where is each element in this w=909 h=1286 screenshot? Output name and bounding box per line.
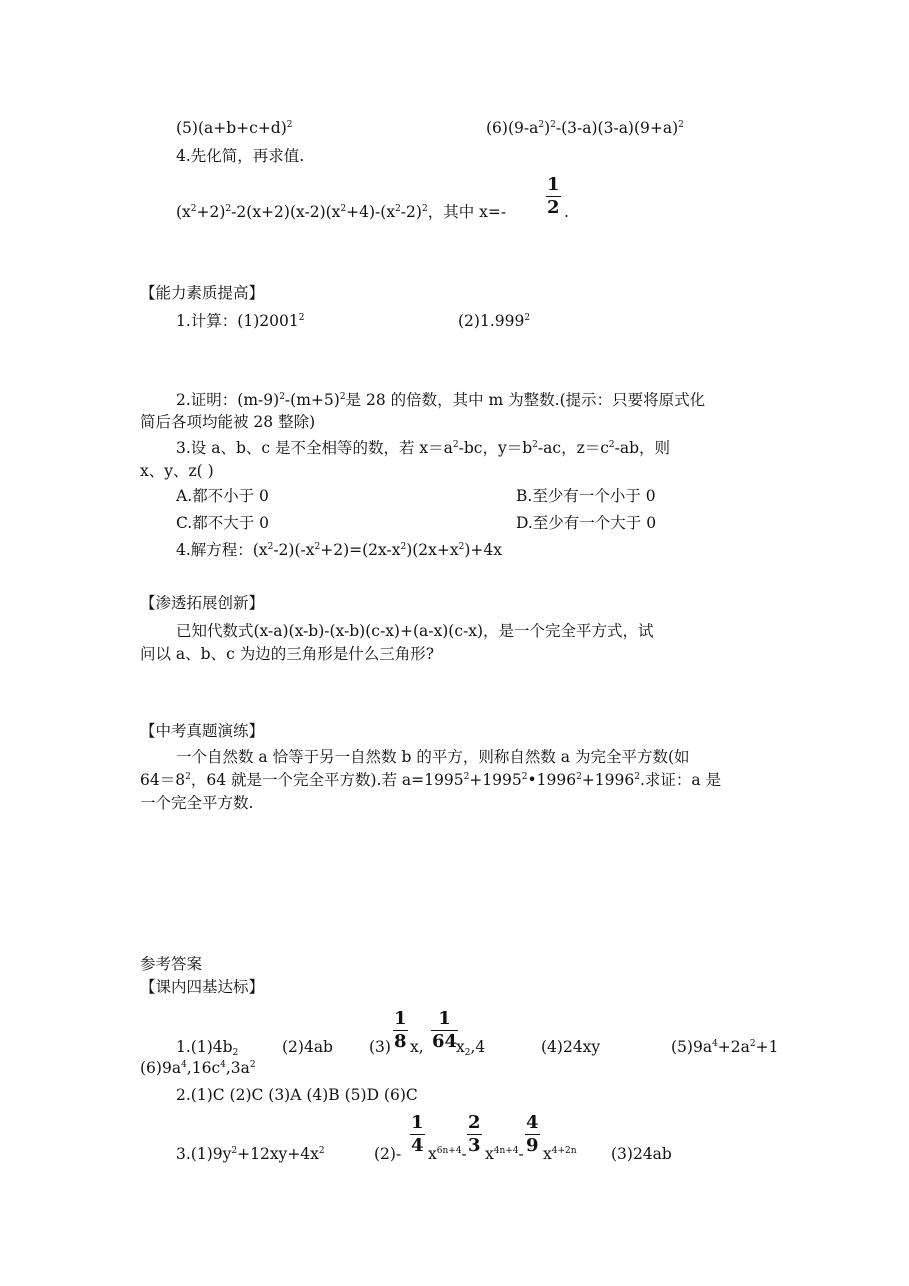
answer-1-4: (4)24xy bbox=[541, 1038, 601, 1056]
fraction-one-half: 1 2 bbox=[547, 174, 560, 218]
item-5: $(5)(a+b+c+d)^2$ bbox=[176, 119, 293, 137]
answer-3-2-term3: $x^{4+2n}$ bbox=[543, 1145, 577, 1163]
answers-title: 参考答案 bbox=[140, 955, 203, 973]
answer-1-6: $(6)9a^4,16c^4,3a^2$ bbox=[140, 1059, 256, 1077]
answer-1-3-rest: $x_2,4$ bbox=[456, 1038, 486, 1058]
exam-question-line2: $64=8^2$，64 就是一个完全平方数).若 $a=1995^2+1995^2•1996^2+1996^2$.求证：a 是 bbox=[140, 771, 722, 789]
answer-1-3-x: x, bbox=[410, 1038, 424, 1056]
answer-2: 2.(1)C (2)C (3)A (4)B (5)D (6)C bbox=[176, 1086, 418, 1104]
option-b: B.至少有一个小于 0 bbox=[516, 487, 656, 505]
answer-3-1: $3.(1)9y^2+12xy+4x^2$ bbox=[176, 1145, 325, 1163]
extend-question-line2: 问以 a、b、c 为边的三角形是什么三角形? bbox=[140, 645, 435, 663]
fraction-four-ninths: 4 9 bbox=[526, 1112, 539, 1156]
simplify-expression: $(x^2+2)^2-2(x+2)(x-2)(x^2+4)-(x^2-2)^2$，其中 x=- bbox=[176, 203, 507, 221]
equation-question: 4.解方程：$(x^2-2)(-x^2+2)=(2x-x^2)(2x+x^2)+4x$ bbox=[176, 541, 503, 559]
answer-3-2-term2: $x^{4n+4}-$ bbox=[485, 1145, 524, 1163]
answer-3-3: (3)24ab bbox=[611, 1145, 672, 1163]
fraction-one-quarter: 1 4 bbox=[411, 1112, 424, 1156]
option-c: C.都不大于 0 bbox=[176, 514, 270, 532]
answer-1-3-label: (3) bbox=[369, 1038, 391, 1056]
exam-question-line3: 一个完全平方数. bbox=[140, 794, 254, 812]
extend-question-line1: 已知代数式(x-a)(x-b)-(x-b)(c-x)+(a-x)(c-x)，是一个完全平方式，试 bbox=[176, 622, 654, 640]
proof-question-line1: 2.证明：$(m-9)^2-(m+5)^2$是 28 的倍数，其中 m 为整数.(提示：只要将原式化 bbox=[176, 391, 706, 409]
exam-question-line1: 一个自然数 a 恰等于另一自然数 b 的平方，则称自然数 a 为完全平方数(如 bbox=[176, 748, 690, 766]
simplify-question-title: 4.先化简，再求值. bbox=[176, 147, 305, 165]
answer-1-2: (2)4ab bbox=[282, 1038, 333, 1056]
calc-question-1: 1.计算：(1)2001$^2$ bbox=[176, 312, 305, 330]
choice-question-line1: 3.设 a、b、c 是不全相等的数，若 $x=a^2-bc$，$y=b^2-ac$，$z=c^2-ab$，则 bbox=[176, 439, 671, 457]
answer-3-2-label: (2)- bbox=[374, 1145, 402, 1163]
option-d: D.至少有一个大于 0 bbox=[516, 514, 657, 532]
answer-1-1: $1.(1)4b_2$ bbox=[176, 1038, 239, 1058]
period: . bbox=[564, 203, 569, 221]
answer-1-5: $(5)9a^4+2a^2+1$ bbox=[671, 1038, 779, 1056]
calc-question-2: (2)1.999$^2$ bbox=[458, 312, 531, 330]
answer-3-2-term1: $x^{6n+4}-$ bbox=[428, 1145, 467, 1163]
section-heading-exam: 【中考真题演练】 bbox=[140, 722, 265, 740]
fraction-two-thirds: 2 3 bbox=[468, 1112, 481, 1156]
choice-question-line2: x、y、z( ) bbox=[140, 462, 214, 480]
proof-question-line2: 简后各项均能被 28 整除) bbox=[140, 413, 316, 431]
option-a: A.都不小于 0 bbox=[176, 487, 269, 505]
section-heading-answers: 【课内四基达标】 bbox=[140, 978, 265, 996]
fraction-one-sixty-fourth: 1 64 bbox=[432, 1008, 458, 1052]
item-6: $(6)(9-a^2)^2-(3-a)(3-a)(9+a)^2$ bbox=[486, 119, 684, 137]
section-heading-ability: 【能力素质提高】 bbox=[140, 284, 265, 302]
fraction-one-eighth: 1 8 bbox=[394, 1008, 407, 1052]
section-heading-extend: 【渗透拓展创新】 bbox=[140, 594, 265, 612]
